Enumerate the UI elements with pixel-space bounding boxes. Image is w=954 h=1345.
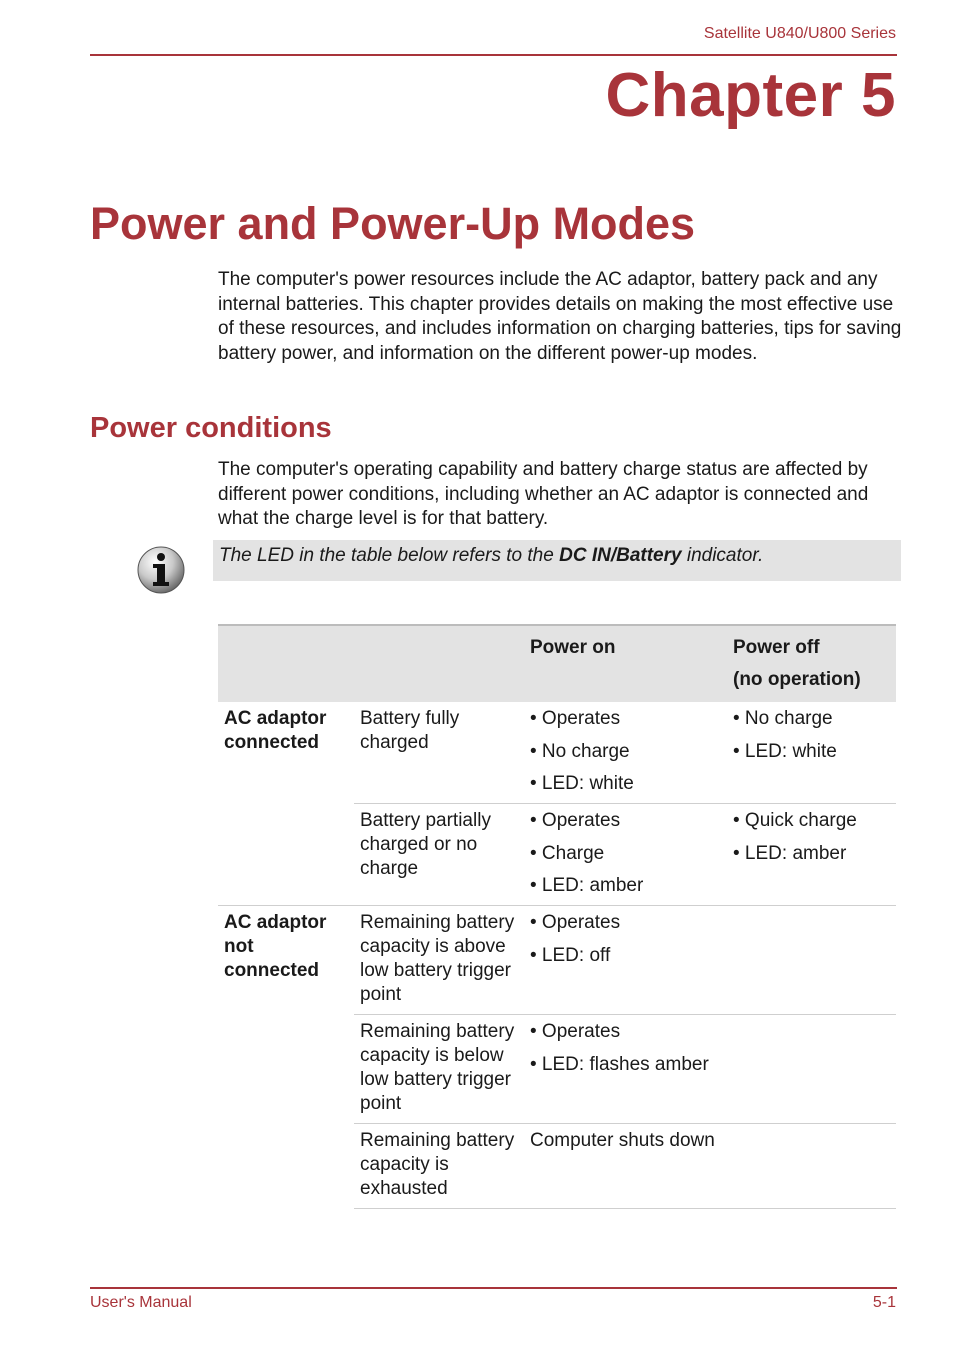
condition-cell: Remaining battery capacity is exhausted [354,1124,524,1209]
power-on-cell [524,1124,727,1209]
footer-manual-title: User's Manual [90,1294,192,1311]
power-off-cell [727,1015,896,1124]
condition-cell: Battery fully charged [360,708,460,753]
chapter-title: Power and Power-Up Modes [90,198,696,249]
condition-cell: Remaining battery capacity is below low battery trigger point [354,1015,524,1124]
bullet-item: • No charge [733,708,833,729]
bullet-item: • LED: off [530,944,611,966]
power-conditions-table [218,624,896,1209]
page-number: 5-1 [872,1294,896,1311]
bullet-item: • LED: flashes amber [530,1053,709,1075]
intro-paragraph: The computer's power resources include the AC adaptor, battery pack and any internal batteries. This chapter provides details on making the most effective use of these resources, and includes information on charging batteries, tips for saving battery power, and information on the different power-up modes. [218,269,902,364]
power-off-cell [727,1124,896,1209]
bullet-item: • Operates [530,912,621,933]
power-on-cell [524,702,727,804]
bullet-item: Computer shuts down [530,1130,715,1151]
bullet-item: • Operates [530,708,621,729]
note-text-prefix: The LED in the table below refers to the [219,545,560,566]
table-header-cell [218,625,354,702]
info-icon [136,545,186,595]
table-row [218,702,896,804]
bullet-item: • Quick charge [733,810,857,831]
bullet-item: • No charge [530,740,630,762]
power-on-cell [524,804,727,906]
header-label: Power off [733,637,820,658]
note-emphasis: DC IN/Battery [559,545,682,566]
section-paragraph: The computer's operating capability and battery charge status are affected by different power conditions, including whether an AC adaptor is connected and what the charge level is for that battery. [218,459,869,530]
power-off-cell [727,702,896,804]
running-header: Satellite U840/U800 Series [703,25,896,42]
table-header-row [218,625,896,702]
table-header-power-on [524,625,727,702]
chapter-number: Chapter 5 [605,61,896,130]
footer-rule [90,1287,897,1289]
power-off-cell [727,906,896,1015]
header-label: (no operation) [733,669,861,690]
section-heading: Power conditions [90,412,332,444]
header-label: Power on [530,637,616,658]
condition-cell: Battery partially charged or no charge [354,804,524,906]
note-box [213,540,901,581]
bullet-item: • LED: amber [733,842,847,864]
table-header-cell [354,625,524,702]
bullet-item: • LED: white [530,773,634,794]
bullet-item: • LED: amber [530,875,644,896]
bullet-item: • LED: white [733,740,837,762]
power-off-cell [727,804,896,906]
bullet-item: • Operates [530,810,621,831]
table-header-power-off [727,625,896,702]
power-on-cell [524,906,727,1015]
table-row [218,906,896,1015]
header-rule [90,54,897,56]
note-text-suffix: indicator. [681,545,764,566]
bullet-item: • Charge [530,842,605,864]
bullet-item: • Operates [530,1021,621,1042]
power-on-cell [524,1015,727,1124]
group-label: AC adaptor connected [224,708,327,753]
group-label: AC adaptor not connected [218,906,354,1209]
condition-cell: Remaining battery capacity is above low battery trigger point [354,906,524,1015]
